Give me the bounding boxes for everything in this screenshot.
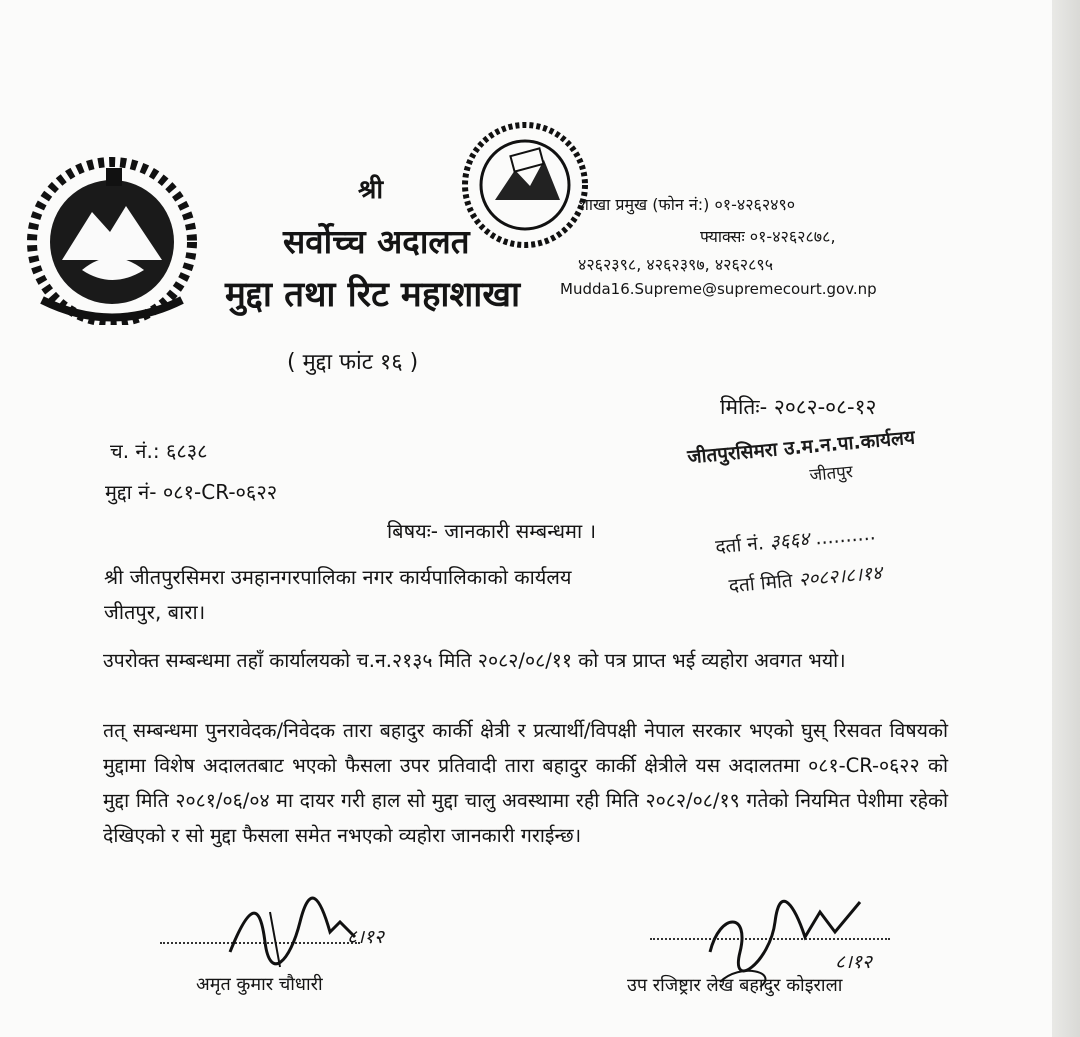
stamp-regdate-label: दर्ता मिति [727, 569, 794, 598]
fax-contact-numbers: ४२६२३९८, ४२६२३९७, ४२६२८९५ [578, 255, 774, 274]
body-paragraph-2: तत् सम्बन्धमा पुनरावेदक/निवेदक तारा बहादुर कार्की क्षेत्री र प्रत्यार्थी/विपक्षी नेपाल सरकार भएको घुस् रिसवत विषयको मुद्दामा विशेष अदालतबाट भएको फैसला उपर प्रतिवादी तारा बहादुर कार्की क्षेत्रीले यस अदालतमा ०८१-CR-०६२२ को मुद्दा मिति २०८१/०६/०४ मा दायर गरी हाल सो मुद्दा चालु अवस्थामा रही मिति २०८२/०८/१९ गतेको नियमित पेशीमा रहेको देखिएको र सो मुद्दा फैसला समेत नभएको व्यहोरा जानकारी गराईन्छ। [103, 719, 948, 847]
page-edge-shadow [1052, 0, 1080, 1037]
court-seal-stamp [460, 120, 590, 250]
signature-left-note: ८।१२ [347, 926, 384, 948]
branch-name: मुद्दा तथा रिट महाशाखा [225, 275, 521, 315]
stamp-reg-value: ३६६४ [768, 528, 811, 554]
stamp-regdate-value: २०८२।८।१४ [797, 561, 883, 592]
salutation-shree: श्री [358, 175, 384, 205]
registration-stamp [686, 417, 1001, 632]
desk-name: ( मुद्दा फांट १६ ) [287, 350, 419, 375]
case-number: मुद्दा नं- ०८१-CR-०६२२ [105, 480, 278, 504]
signer-left-name: अमृत कुमार चौधारी [196, 974, 323, 995]
stamp-registration-number: दर्ता नं. ३६६४ .......... [714, 522, 877, 559]
phone-contact: शाखा प्रमुख (फोन नं:) ०१-४२६२४९० [578, 195, 796, 214]
letter-date: मितिः- २०८२-०८-१२ [720, 395, 877, 419]
signature-right-note: ८।१२ [835, 951, 872, 973]
reference-number: च. नं.: ६८३८ [110, 439, 208, 463]
recipient-line-2: जीतपुर, बारा। [104, 600, 206, 624]
signer-right-name: उप रजिष्ट्रार लेख बहादुर कोइराला [627, 975, 843, 996]
stamp-office-name: जीतपुरसिमरा उ.म.न.पा.कार्यलय [686, 426, 916, 469]
stamp-reg-label: दर्ता नं. [714, 532, 765, 559]
recipient-line-1: श्री जीतपुरसिमरा उमहानगरपालिका नगर कार्यपालिकाको कार्यलय [104, 565, 572, 589]
email-contact: Mudda16.Supreme@supremecourt.gov.np [560, 280, 877, 298]
body-paragraph-1: उपरोक्त सम्बन्धमा तहाँ कार्यालयको च.न.२१३५ मिति २०८२/०८/११ को पत्र प्राप्त भई व्यहोरा अवगत भयो। [103, 649, 846, 672]
nepal-emblem-logo [22, 150, 202, 325]
fax-contact: फ्याक्सः ०१-४२६२८७८, [700, 227, 836, 246]
court-name: सर्वोच्च अदालत [283, 222, 470, 261]
stamp-place: जीतपुर [808, 462, 854, 486]
stamp-registration-date [728, 559, 883, 598]
letter-subject: बिषयः- जानकारी सम्बन्धमा । [387, 519, 597, 543]
